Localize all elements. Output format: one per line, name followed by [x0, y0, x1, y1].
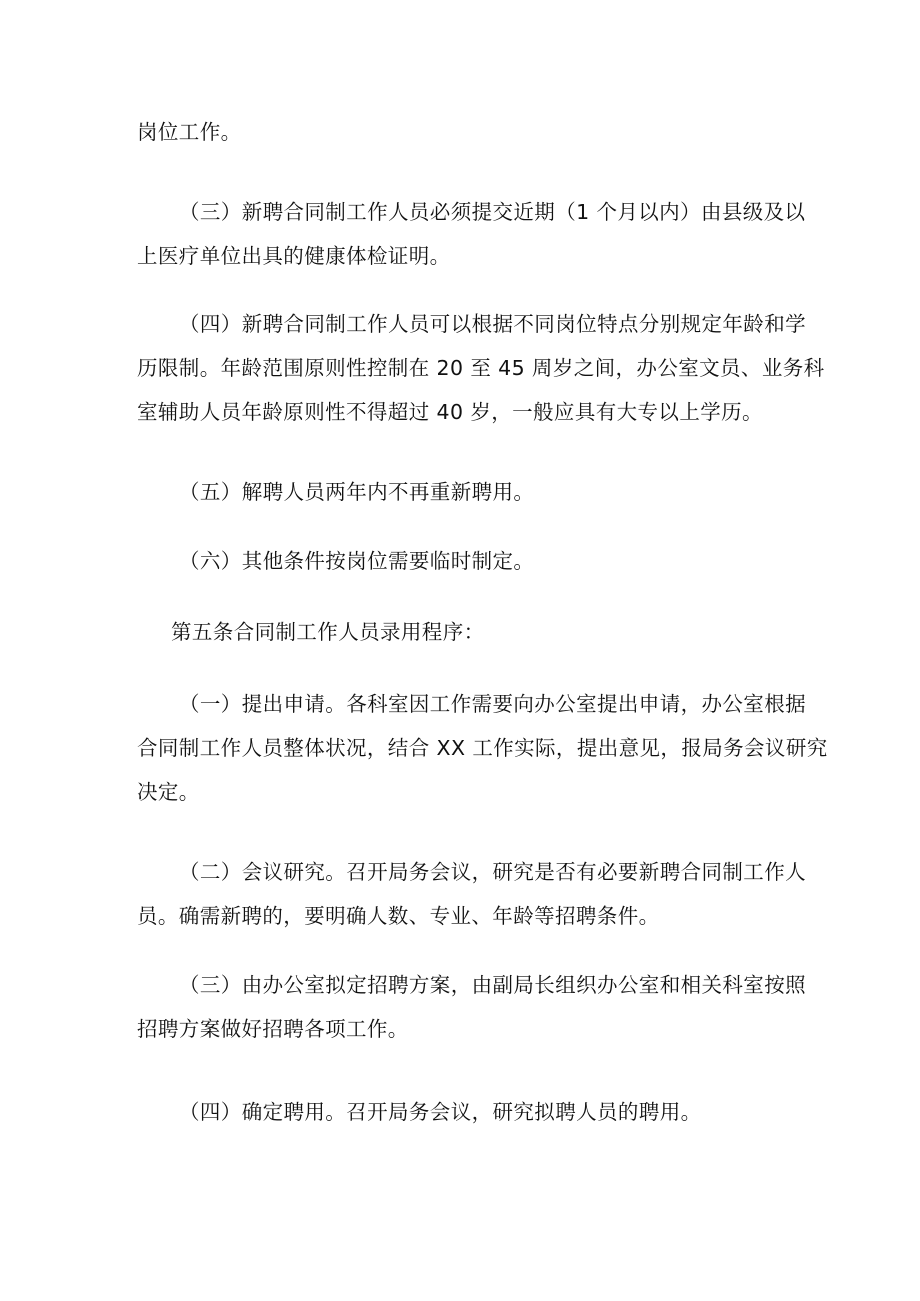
paragraph-line: （五）解聘人员两年内不再重新聘用。 — [179, 480, 535, 504]
paragraph-line: 第五条合同制工作人员录用程序： — [171, 620, 485, 644]
paragraph-line: （六）其他条件按岗位需要临时制定。 — [179, 549, 535, 573]
paragraph-line: （四）确定聘用。召开局务会议，研究拟聘人员的聘用。 — [179, 1100, 702, 1124]
paragraph-line: （一）提出申请。各科室因工作需要向办公室提出申请，办公室根据 — [179, 692, 806, 716]
paragraph-line: （三）新聘合同制工作人员必须提交近期（1 个月以内）由县级及以 — [179, 200, 806, 224]
paragraph-line: 室辅助人员年龄原则性不得超过 40 岁，一般应具有大专以上学历。 — [137, 400, 763, 424]
paragraph-line: 决定。 — [137, 780, 200, 804]
paragraph-item-health-certificate — [137, 190, 806, 278]
paragraph-line: 岗位工作。 — [137, 120, 242, 144]
paragraph-line: 上医疗单位出具的健康体检证明。 — [137, 244, 451, 268]
paragraph-item-other-conditions — [137, 539, 797, 583]
paragraph-step-plan — [137, 963, 806, 1051]
paragraph-item-age-education — [137, 302, 825, 434]
paragraph-line: 合同制工作人员整体状况，结合 XX 工作实际，提出意见，报局务会议研究 — [137, 736, 828, 760]
paragraph-item-dismissal — [137, 470, 797, 514]
paragraph-step-application — [137, 682, 828, 814]
paragraph-step-confirm — [137, 1090, 797, 1134]
paragraph-continuation — [137, 110, 797, 154]
paragraph-line: 员。确需新聘的，要明确人数、专业、年龄等招聘条件。 — [137, 904, 660, 928]
paragraph-line: 历限制。年龄范围原则性控制在 20 至 45 周岁之间，办公室文员、业务科 — [137, 356, 825, 380]
paragraph-line: 招聘方案做好招聘各项工作。 — [137, 1017, 409, 1041]
article-five-heading — [137, 610, 797, 654]
paragraph-line: （四）新聘合同制工作人员可以根据不同岗位特点分别规定年龄和学 — [179, 312, 806, 336]
paragraph-line: （三）由办公室拟定招聘方案，由副局长组织办公室和相关科室按照 — [179, 973, 806, 997]
paragraph-line: （二）会议研究。召开局务会议，研究是否有必要新聘合同制工作人 — [179, 860, 806, 884]
paragraph-step-meeting — [137, 850, 806, 938]
